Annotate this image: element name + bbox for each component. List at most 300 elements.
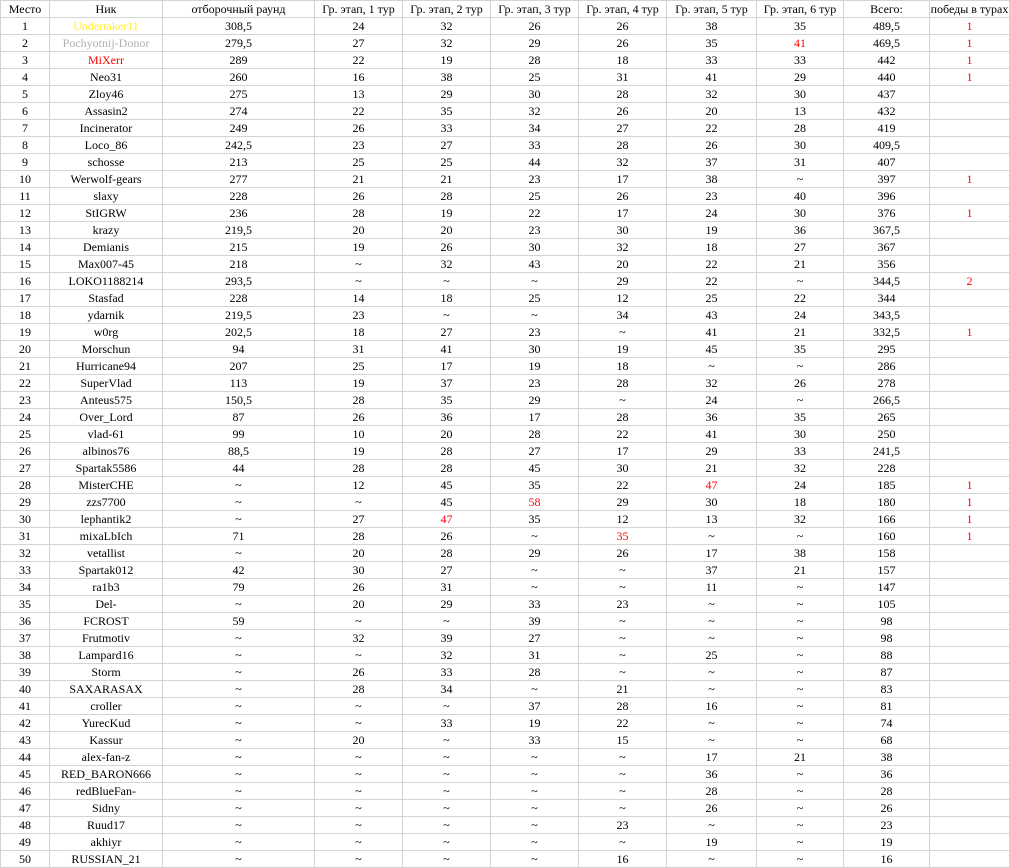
cell-nick: Neo31 bbox=[50, 69, 163, 86]
table-row bbox=[1, 511, 1009, 528]
table-row bbox=[1, 52, 1009, 69]
cell-round-1: 21 bbox=[315, 171, 403, 188]
cell-round-4: 17 bbox=[579, 205, 667, 222]
cell-qualifying: ~ bbox=[163, 596, 315, 613]
cell-round-5: ~ bbox=[667, 681, 757, 698]
table-row bbox=[1, 103, 1009, 120]
table-row bbox=[1, 290, 1009, 307]
cell-wins bbox=[930, 103, 1009, 120]
cell-wins bbox=[930, 613, 1009, 630]
cell-total: 489,5 bbox=[844, 18, 930, 35]
cell-nick: w0rg bbox=[50, 324, 163, 341]
cell-nick: Assasin2 bbox=[50, 103, 163, 120]
cell-qualifying: 94 bbox=[163, 341, 315, 358]
cell-round-4: 18 bbox=[579, 358, 667, 375]
cell-round-6: 30 bbox=[757, 205, 844, 222]
table-row bbox=[1, 681, 1009, 698]
cell-round-3: 28 bbox=[491, 52, 579, 69]
cell-round-6: ~ bbox=[757, 681, 844, 698]
cell-round-4: 20 bbox=[579, 256, 667, 273]
cell-total: 105 bbox=[844, 596, 930, 613]
cell-round-5: ~ bbox=[667, 630, 757, 647]
cell-wins bbox=[930, 307, 1009, 324]
cell-round-1: 20 bbox=[315, 732, 403, 749]
cell-place: 6 bbox=[1, 103, 50, 120]
cell-nick: Del- bbox=[50, 596, 163, 613]
cell-round-5: 43 bbox=[667, 307, 757, 324]
cell-wins bbox=[930, 664, 1009, 681]
cell-round-2: ~ bbox=[403, 800, 491, 817]
cell-wins bbox=[930, 426, 1009, 443]
cell-wins: 1 bbox=[930, 494, 1009, 511]
cell-round-3: ~ bbox=[491, 783, 579, 800]
cell-total: 160 bbox=[844, 528, 930, 545]
cell-round-3: 29 bbox=[491, 35, 579, 52]
cell-wins bbox=[930, 239, 1009, 256]
cell-round-6: 27 bbox=[757, 239, 844, 256]
cell-round-4: ~ bbox=[579, 613, 667, 630]
cell-qualifying: 236 bbox=[163, 205, 315, 222]
cell-round-4: 23 bbox=[579, 596, 667, 613]
table-row bbox=[1, 494, 1009, 511]
cell-qualifying: 219,5 bbox=[163, 222, 315, 239]
cell-wins bbox=[930, 715, 1009, 732]
cell-round-5: 11 bbox=[667, 579, 757, 596]
cell-wins bbox=[930, 596, 1009, 613]
cell-round-4: ~ bbox=[579, 749, 667, 766]
cell-round-5: 28 bbox=[667, 783, 757, 800]
cell-nick: Max007-45 bbox=[50, 256, 163, 273]
table-row bbox=[1, 120, 1009, 137]
header-round-5: Гр. этап, 5 тур bbox=[667, 1, 757, 18]
cell-round-5: 32 bbox=[667, 86, 757, 103]
cell-round-4: ~ bbox=[579, 800, 667, 817]
cell-total: 23 bbox=[844, 817, 930, 834]
cell-place: 40 bbox=[1, 681, 50, 698]
cell-total: 396 bbox=[844, 188, 930, 205]
cell-wins: 1 bbox=[930, 324, 1009, 341]
cell-round-1: 30 bbox=[315, 562, 403, 579]
cell-round-5: 22 bbox=[667, 120, 757, 137]
cell-nick: MisterCHE bbox=[50, 477, 163, 494]
cell-qualifying: 275 bbox=[163, 86, 315, 103]
cell-round-2: 29 bbox=[403, 596, 491, 613]
cell-round-1: 22 bbox=[315, 52, 403, 69]
cell-wins bbox=[930, 681, 1009, 698]
cell-round-4: 29 bbox=[579, 494, 667, 511]
cell-round-6: 22 bbox=[757, 290, 844, 307]
cell-nick: schosse bbox=[50, 154, 163, 171]
table-row bbox=[1, 528, 1009, 545]
cell-round-4: ~ bbox=[579, 579, 667, 596]
table-row bbox=[1, 715, 1009, 732]
cell-place: 35 bbox=[1, 596, 50, 613]
cell-wins bbox=[930, 443, 1009, 460]
cell-wins: 1 bbox=[930, 477, 1009, 494]
cell-qualifying: 228 bbox=[163, 290, 315, 307]
cell-nick: Stasfad bbox=[50, 290, 163, 307]
cell-round-1: ~ bbox=[315, 851, 403, 868]
cell-nick: Incinerator bbox=[50, 120, 163, 137]
cell-round-5: 30 bbox=[667, 494, 757, 511]
cell-round-2: 32 bbox=[403, 35, 491, 52]
cell-round-5: 21 bbox=[667, 460, 757, 477]
header-nick: Ник bbox=[50, 1, 163, 18]
cell-total: 344,5 bbox=[844, 273, 930, 290]
cell-total: 19 bbox=[844, 834, 930, 851]
cell-qualifying: ~ bbox=[163, 851, 315, 868]
header-wins: победы в турах bbox=[930, 2, 1009, 16]
cell-round-4: 23 bbox=[579, 817, 667, 834]
cell-round-3: ~ bbox=[491, 749, 579, 766]
cell-round-4: 17 bbox=[579, 443, 667, 460]
cell-round-5: ~ bbox=[667, 613, 757, 630]
cell-nick: MiXerr bbox=[50, 52, 163, 69]
cell-nick: LOKO1188214 bbox=[50, 273, 163, 290]
cell-round-1: 32 bbox=[315, 630, 403, 647]
cell-nick: krazy bbox=[50, 222, 163, 239]
cell-round-4: 22 bbox=[579, 426, 667, 443]
cell-round-2: 37 bbox=[403, 375, 491, 392]
cell-total: 98 bbox=[844, 613, 930, 630]
cell-round-2: 32 bbox=[403, 647, 491, 664]
cell-qualifying: 279,5 bbox=[163, 35, 315, 52]
cell-round-6: ~ bbox=[757, 647, 844, 664]
cell-round-1: 20 bbox=[315, 222, 403, 239]
cell-round-4: 16 bbox=[579, 851, 667, 868]
header-round-1: Гр. этап, 1 тур bbox=[315, 1, 403, 18]
cell-wins bbox=[930, 290, 1009, 307]
cell-round-1: 25 bbox=[315, 154, 403, 171]
cell-round-2: 21 bbox=[403, 171, 491, 188]
table-row bbox=[1, 256, 1009, 273]
cell-round-1: 28 bbox=[315, 205, 403, 222]
cell-round-3: ~ bbox=[491, 562, 579, 579]
cell-round-2: 17 bbox=[403, 358, 491, 375]
cell-round-6: 38 bbox=[757, 545, 844, 562]
cell-nick: Undertaker11 bbox=[50, 18, 163, 35]
cell-qualifying: ~ bbox=[163, 545, 315, 562]
cell-round-6: 35 bbox=[757, 409, 844, 426]
cell-round-4: 31 bbox=[579, 69, 667, 86]
cell-place: 38 bbox=[1, 647, 50, 664]
cell-qualifying: 113 bbox=[163, 375, 315, 392]
cell-round-4: 22 bbox=[579, 715, 667, 732]
cell-round-5: 25 bbox=[667, 647, 757, 664]
cell-round-3: 30 bbox=[491, 341, 579, 358]
cell-round-5: ~ bbox=[667, 817, 757, 834]
cell-nick: Storm bbox=[50, 664, 163, 681]
cell-round-3: 23 bbox=[491, 171, 579, 188]
cell-round-4: 34 bbox=[579, 307, 667, 324]
cell-place: 1 bbox=[1, 18, 50, 35]
cell-wins bbox=[930, 460, 1009, 477]
cell-round-3: ~ bbox=[491, 307, 579, 324]
table-row bbox=[1, 273, 1009, 290]
cell-qualifying: 44 bbox=[163, 460, 315, 477]
cell-round-5: 36 bbox=[667, 766, 757, 783]
cell-nick: FCROST bbox=[50, 613, 163, 630]
cell-round-1: 10 bbox=[315, 426, 403, 443]
cell-round-2: 32 bbox=[403, 256, 491, 273]
cell-qualifying: 277 bbox=[163, 171, 315, 188]
cell-round-1: 26 bbox=[315, 664, 403, 681]
table-row bbox=[1, 392, 1009, 409]
cell-round-2: 35 bbox=[403, 103, 491, 120]
cell-round-1: ~ bbox=[315, 817, 403, 834]
cell-round-2: 18 bbox=[403, 290, 491, 307]
cell-round-4: 35 bbox=[579, 528, 667, 545]
cell-wins bbox=[930, 800, 1009, 817]
cell-round-4: 26 bbox=[579, 18, 667, 35]
cell-round-3: 35 bbox=[491, 511, 579, 528]
table-row bbox=[1, 35, 1009, 52]
cell-nick: SuperVlad bbox=[50, 375, 163, 392]
cell-nick: Over_Lord bbox=[50, 409, 163, 426]
cell-qualifying: ~ bbox=[163, 800, 315, 817]
cell-round-1: 28 bbox=[315, 460, 403, 477]
cell-round-6: ~ bbox=[757, 817, 844, 834]
cell-round-2: 28 bbox=[403, 460, 491, 477]
cell-wins: 1 bbox=[930, 52, 1009, 69]
cell-round-3: 45 bbox=[491, 460, 579, 477]
cell-wins: 1 bbox=[930, 205, 1009, 222]
header-round-6: Гр. этап, 6 тур bbox=[757, 1, 844, 18]
cell-wins bbox=[930, 188, 1009, 205]
cell-round-3: 27 bbox=[491, 630, 579, 647]
cell-round-1: 26 bbox=[315, 120, 403, 137]
cell-round-4: 30 bbox=[579, 222, 667, 239]
cell-round-1: ~ bbox=[315, 647, 403, 664]
cell-round-2: 26 bbox=[403, 239, 491, 256]
cell-wins: 1 bbox=[930, 18, 1009, 35]
cell-round-5: 41 bbox=[667, 324, 757, 341]
cell-round-3: ~ bbox=[491, 273, 579, 290]
cell-wins bbox=[930, 562, 1009, 579]
standings-body bbox=[1, 18, 1009, 868]
cell-place: 7 bbox=[1, 120, 50, 137]
cell-round-3: 22 bbox=[491, 205, 579, 222]
cell-wins: 1 bbox=[930, 35, 1009, 52]
table-row bbox=[1, 222, 1009, 239]
cell-place: 24 bbox=[1, 409, 50, 426]
cell-round-3: ~ bbox=[491, 528, 579, 545]
table-row bbox=[1, 766, 1009, 783]
cell-round-3: 37 bbox=[491, 698, 579, 715]
cell-round-1: 26 bbox=[315, 409, 403, 426]
cell-round-6: 29 bbox=[757, 69, 844, 86]
cell-place: 25 bbox=[1, 426, 50, 443]
cell-round-1: ~ bbox=[315, 715, 403, 732]
cell-round-4: 26 bbox=[579, 188, 667, 205]
cell-round-4: 18 bbox=[579, 52, 667, 69]
cell-place: 21 bbox=[1, 358, 50, 375]
cell-round-3: 19 bbox=[491, 358, 579, 375]
cell-round-6: 24 bbox=[757, 307, 844, 324]
cell-round-3: 30 bbox=[491, 239, 579, 256]
cell-round-2: ~ bbox=[403, 273, 491, 290]
cell-total: 440 bbox=[844, 69, 930, 86]
cell-round-2: 28 bbox=[403, 188, 491, 205]
cell-nick: Frutmotiv bbox=[50, 630, 163, 647]
cell-round-2: 32 bbox=[403, 18, 491, 35]
cell-round-4: 28 bbox=[579, 137, 667, 154]
cell-total: 437 bbox=[844, 86, 930, 103]
cell-round-4: ~ bbox=[579, 324, 667, 341]
cell-round-1: ~ bbox=[315, 834, 403, 851]
cell-place: 11 bbox=[1, 188, 50, 205]
cell-round-6: 28 bbox=[757, 120, 844, 137]
cell-nick: RUSSIAN_21 bbox=[50, 851, 163, 868]
cell-round-4: 26 bbox=[579, 35, 667, 52]
cell-round-3: 23 bbox=[491, 222, 579, 239]
cell-wins bbox=[930, 732, 1009, 749]
cell-place: 26 bbox=[1, 443, 50, 460]
cell-wins bbox=[930, 647, 1009, 664]
cell-nick: Werwolf-gears bbox=[50, 171, 163, 188]
table-row bbox=[1, 664, 1009, 681]
cell-wins bbox=[930, 579, 1009, 596]
cell-nick: Sidny bbox=[50, 800, 163, 817]
cell-place: 23 bbox=[1, 392, 50, 409]
cell-round-6: ~ bbox=[757, 732, 844, 749]
cell-round-3: 32 bbox=[491, 103, 579, 120]
cell-total: 286 bbox=[844, 358, 930, 375]
cell-round-4: 32 bbox=[579, 154, 667, 171]
cell-nick: albinos76 bbox=[50, 443, 163, 460]
cell-round-5: 25 bbox=[667, 290, 757, 307]
cell-round-3: 39 bbox=[491, 613, 579, 630]
cell-round-6: 32 bbox=[757, 511, 844, 528]
cell-round-5: 16 bbox=[667, 698, 757, 715]
cell-round-2: 33 bbox=[403, 715, 491, 732]
cell-nick: Ruud17 bbox=[50, 817, 163, 834]
table-row bbox=[1, 171, 1009, 188]
cell-wins: 1 bbox=[930, 528, 1009, 545]
cell-nick: akhiyr bbox=[50, 834, 163, 851]
cell-round-2: ~ bbox=[403, 783, 491, 800]
cell-round-5: 29 bbox=[667, 443, 757, 460]
cell-place: 44 bbox=[1, 749, 50, 766]
cell-place: 15 bbox=[1, 256, 50, 273]
cell-round-2: 28 bbox=[403, 545, 491, 562]
cell-round-5: 22 bbox=[667, 273, 757, 290]
cell-round-1: 19 bbox=[315, 443, 403, 460]
cell-round-1: 31 bbox=[315, 341, 403, 358]
cell-qualifying: 59 bbox=[163, 613, 315, 630]
table-row bbox=[1, 579, 1009, 596]
cell-place: 9 bbox=[1, 154, 50, 171]
cell-nick: Morschun bbox=[50, 341, 163, 358]
cell-place: 16 bbox=[1, 273, 50, 290]
table-row bbox=[1, 86, 1009, 103]
cell-qualifying: 219,5 bbox=[163, 307, 315, 324]
cell-round-6: ~ bbox=[757, 715, 844, 732]
cell-round-3: ~ bbox=[491, 834, 579, 851]
cell-qualifying: 215 bbox=[163, 239, 315, 256]
cell-round-6: 21 bbox=[757, 256, 844, 273]
table-row bbox=[1, 562, 1009, 579]
cell-total: 442 bbox=[844, 52, 930, 69]
cell-round-3: 19 bbox=[491, 715, 579, 732]
cell-round-2: 25 bbox=[403, 154, 491, 171]
cell-qualifying: 71 bbox=[163, 528, 315, 545]
cell-place: 2 bbox=[1, 35, 50, 52]
table-row bbox=[1, 834, 1009, 851]
cell-total: 185 bbox=[844, 477, 930, 494]
table-row bbox=[1, 69, 1009, 86]
cell-round-4: 12 bbox=[579, 290, 667, 307]
cell-round-2: 34 bbox=[403, 681, 491, 698]
cell-total: 38 bbox=[844, 749, 930, 766]
cell-round-6: 35 bbox=[757, 18, 844, 35]
cell-round-6: ~ bbox=[757, 800, 844, 817]
cell-round-2: ~ bbox=[403, 307, 491, 324]
cell-nick: zzs7700 bbox=[50, 494, 163, 511]
cell-round-1: 23 bbox=[315, 137, 403, 154]
cell-nick: slaxy bbox=[50, 188, 163, 205]
cell-round-6: 24 bbox=[757, 477, 844, 494]
cell-round-3: ~ bbox=[491, 851, 579, 868]
cell-round-1: ~ bbox=[315, 256, 403, 273]
cell-round-5: 38 bbox=[667, 171, 757, 188]
cell-round-1: 22 bbox=[315, 103, 403, 120]
cell-qualifying: 274 bbox=[163, 103, 315, 120]
cell-round-6: ~ bbox=[757, 358, 844, 375]
cell-total: 98 bbox=[844, 630, 930, 647]
cell-round-4: ~ bbox=[579, 562, 667, 579]
cell-nick: Loco_86 bbox=[50, 137, 163, 154]
cell-round-3: ~ bbox=[491, 579, 579, 596]
cell-round-2: 28 bbox=[403, 443, 491, 460]
cell-round-3: 27 bbox=[491, 443, 579, 460]
cell-total: 88 bbox=[844, 647, 930, 664]
cell-round-1: 12 bbox=[315, 477, 403, 494]
cell-total: 295 bbox=[844, 341, 930, 358]
cell-place: 17 bbox=[1, 290, 50, 307]
cell-qualifying: 213 bbox=[163, 154, 315, 171]
cell-place: 37 bbox=[1, 630, 50, 647]
cell-round-5: 26 bbox=[667, 800, 757, 817]
cell-wins bbox=[930, 137, 1009, 154]
cell-qualifying: 202,5 bbox=[163, 324, 315, 341]
cell-nick: lephantik2 bbox=[50, 511, 163, 528]
cell-total: 158 bbox=[844, 545, 930, 562]
table-row bbox=[1, 732, 1009, 749]
cell-qualifying: ~ bbox=[163, 749, 315, 766]
cell-round-1: 18 bbox=[315, 324, 403, 341]
cell-round-1: 28 bbox=[315, 681, 403, 698]
cell-qualifying: 99 bbox=[163, 426, 315, 443]
cell-round-4: 17 bbox=[579, 171, 667, 188]
cell-round-1: 28 bbox=[315, 528, 403, 545]
cell-round-5: 22 bbox=[667, 256, 757, 273]
cell-round-2: 45 bbox=[403, 494, 491, 511]
cell-round-1: 26 bbox=[315, 188, 403, 205]
cell-nick: YurecKud bbox=[50, 715, 163, 732]
cell-place: 50 bbox=[1, 851, 50, 868]
cell-round-6: 35 bbox=[757, 341, 844, 358]
table-row bbox=[1, 596, 1009, 613]
cell-qualifying: ~ bbox=[163, 817, 315, 834]
cell-round-3: 33 bbox=[491, 732, 579, 749]
cell-qualifying: 207 bbox=[163, 358, 315, 375]
cell-round-2: 27 bbox=[403, 324, 491, 341]
cell-place: 46 bbox=[1, 783, 50, 800]
cell-wins bbox=[930, 851, 1009, 868]
cell-round-4: ~ bbox=[579, 647, 667, 664]
cell-total: 419 bbox=[844, 120, 930, 137]
